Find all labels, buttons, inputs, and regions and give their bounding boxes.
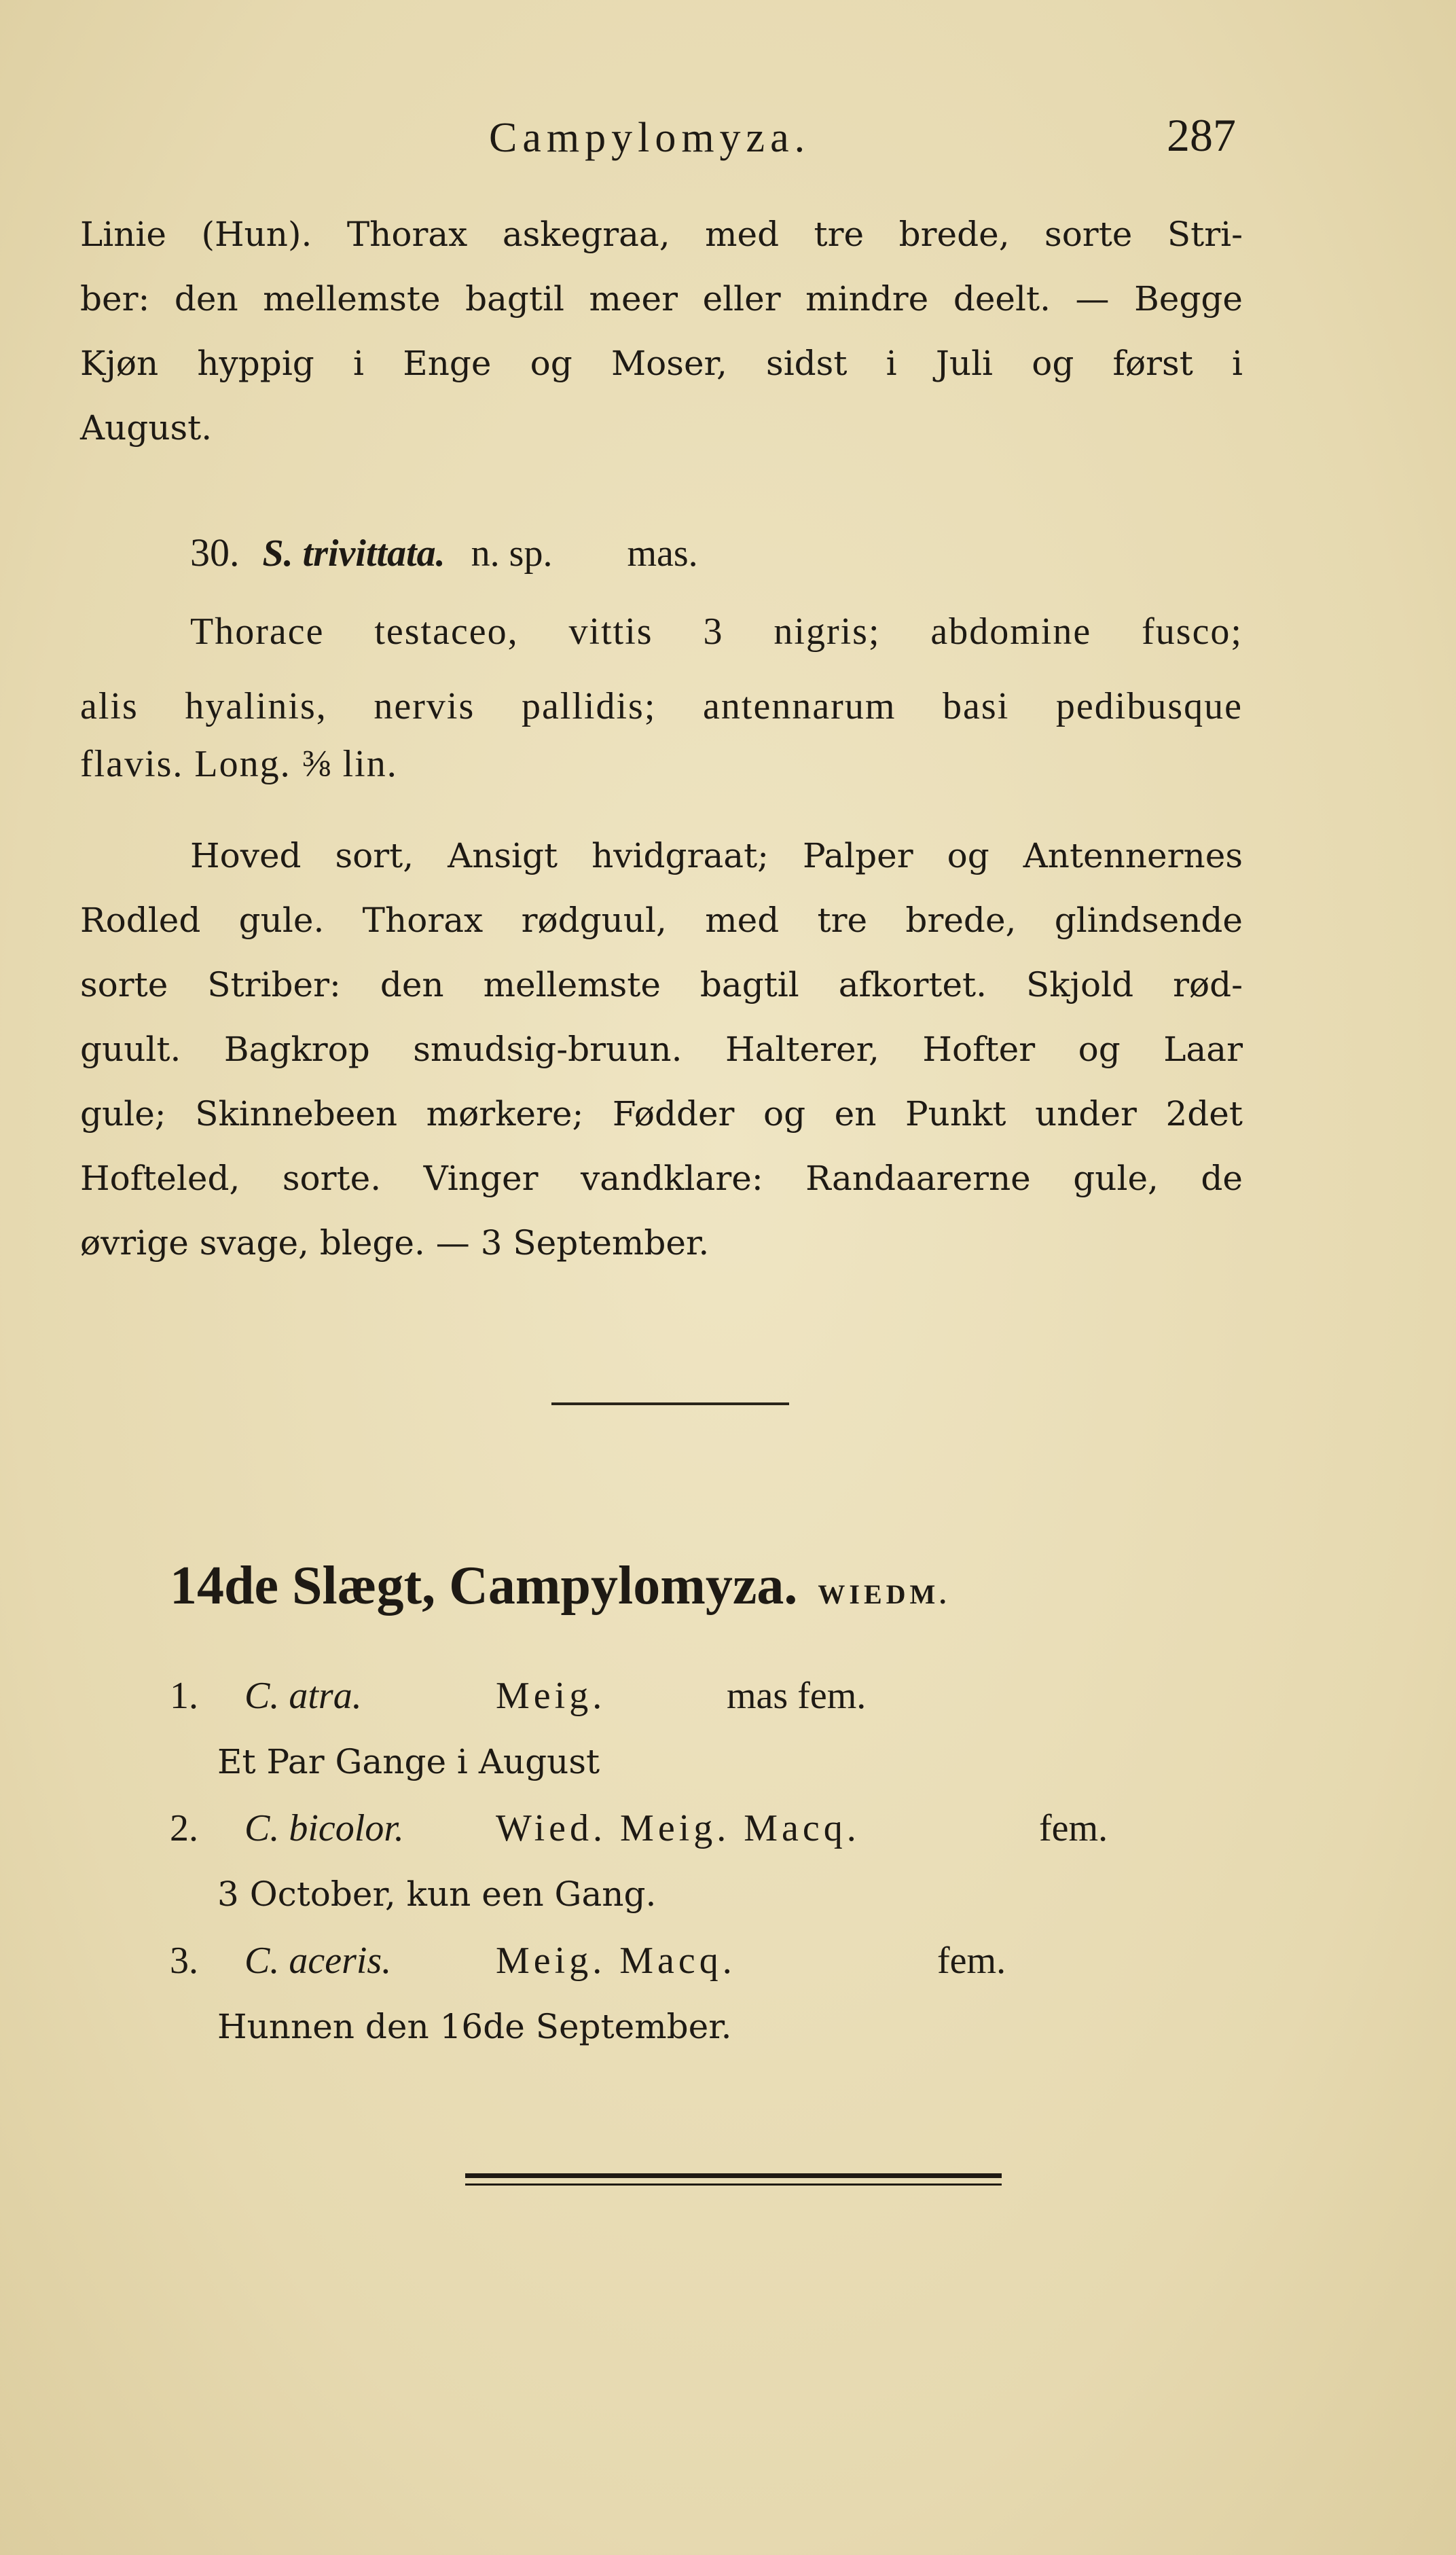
description-line: øvrige svage, blege. — 3 September. bbox=[80, 1223, 710, 1263]
description-line: gule; Skinnebeen mørkere; Fødder og en Punkt under 2det bbox=[80, 1094, 1243, 1134]
latin-line: alis hyalinis, nervis pallidis; antennarum basi pedibusque bbox=[80, 685, 1243, 727]
end-rule bbox=[465, 2173, 1002, 2186]
entry-authorities: Meig. Macq. bbox=[496, 1940, 736, 1982]
entry-sex: fem. bbox=[937, 1940, 1006, 1982]
entry-note: 3 October, kun een Gang. bbox=[217, 1874, 657, 1914]
entry-species: C. atra. bbox=[244, 1675, 362, 1717]
entry-authorities: Wied. Meig. Macq. bbox=[496, 1807, 860, 1849]
entry-sex: mas fem. bbox=[727, 1675, 867, 1717]
description-line: guult. Bagkrop smudsig-bruun. Halterer, Hofter og Laar bbox=[80, 1030, 1243, 1069]
latin-line: flavis. Long. ⅜ lin. bbox=[80, 743, 398, 785]
text-line: August. bbox=[80, 408, 213, 448]
species-name: S. trivittata. bbox=[262, 532, 445, 575]
species-number: 30. bbox=[190, 530, 240, 575]
latin-line: Thorace testaceo, vittis 3 nigris; abdomine fusco; bbox=[190, 611, 1243, 653]
description-line: Hofteled, sorte. Vinger vandklare: Randaarerne gule, de bbox=[80, 1159, 1243, 1198]
section-divider bbox=[551, 1402, 789, 1405]
entry-number: 1. bbox=[170, 1675, 198, 1717]
page-header bbox=[0, 109, 1456, 170]
entry-note: Et Par Gange i August bbox=[217, 1742, 600, 1781]
genus-heading bbox=[170, 1555, 950, 1617]
species-tag: n. sp. bbox=[471, 532, 553, 575]
species-heading bbox=[190, 530, 698, 575]
species-sex: mas. bbox=[627, 532, 698, 575]
running-title: Campylomyza. bbox=[489, 115, 811, 161]
text-line: ber: den mellemste bagtil meer eller mindre deelt. — Begge bbox=[80, 279, 1243, 319]
species-entry bbox=[170, 1674, 866, 1718]
entry-number: 2. bbox=[170, 1807, 198, 1849]
entry-note: Hunnen den 16de September. bbox=[217, 2007, 732, 2046]
description-line: Hoved sort, Ansigt hvidgraat; Palper og Antennernes bbox=[190, 836, 1243, 875]
text-line: Linie (Hun). Thorax askegraa, med tre brede, sorte Stri- bbox=[80, 215, 1243, 254]
genus-title: 14de Slægt, Campylomyza. bbox=[170, 1556, 798, 1616]
page-number: 287 bbox=[1167, 109, 1236, 161]
entry-species: C. aceris. bbox=[244, 1940, 392, 1982]
description-line: sorte Striber: den mellemste bagtil afkortet. Skjold rød- bbox=[80, 965, 1243, 1004]
genus-author: WIEDM. bbox=[818, 1579, 951, 1610]
description-line: Rodled gule. Thorax rødguul, med tre brede, glindsende bbox=[80, 901, 1243, 940]
species-entry bbox=[170, 1807, 1108, 1850]
entry-sex: fem. bbox=[1039, 1807, 1108, 1849]
entry-authorities: Meig. bbox=[496, 1675, 606, 1717]
entry-species: C. bicolor. bbox=[244, 1807, 404, 1849]
species-entry bbox=[170, 1939, 1006, 1982]
text-line: Kjøn hyppig i Enge og Moser, sidst i Juli og først i bbox=[80, 344, 1243, 383]
entry-number: 3. bbox=[170, 1940, 198, 1982]
